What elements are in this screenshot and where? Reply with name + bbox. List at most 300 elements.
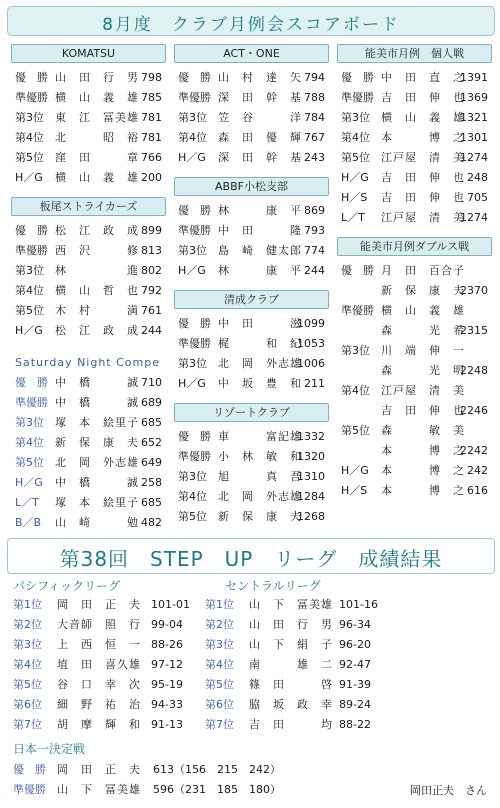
rank-label: H／G — [15, 324, 43, 337]
rank-label: H／G — [15, 476, 43, 489]
rank-label: 第4位 — [341, 131, 370, 144]
table-row — [13, 675, 223, 695]
player-name: 岡 田 正 夫 — [57, 598, 141, 611]
rank-label: 第3位 — [15, 111, 44, 124]
seisei-header: 清成クラブ — [174, 290, 329, 309]
player-name: 森 光 明 — [381, 364, 465, 377]
player-name: 新 保 康 夫 — [218, 510, 302, 523]
player-name: 谷 口 幸 次 — [57, 678, 141, 691]
table-row — [11, 393, 166, 413]
table-row — [337, 281, 492, 301]
player-name: 篠 田 啓 — [249, 678, 333, 691]
table-row — [11, 473, 166, 493]
score-value: 200 — [141, 171, 162, 184]
rank-label: H／S — [341, 484, 368, 497]
rank-label: 第3位 — [13, 638, 42, 651]
score-value: 793 — [304, 224, 325, 237]
score-value: 2242 — [460, 444, 488, 457]
rank-label: 第2位 — [13, 618, 42, 631]
table-row — [337, 461, 492, 481]
rank-label: 第1位 — [13, 598, 42, 611]
table-row — [205, 635, 415, 655]
score-value: 784 — [304, 111, 325, 124]
table-row — [337, 301, 492, 321]
player-name: 本 博 之 — [381, 484, 465, 497]
score-value: 710 — [141, 376, 162, 389]
score-value: 258 — [141, 476, 162, 489]
itabashi-header: 板尾ストライカーズ — [11, 197, 166, 216]
player-name: 山 村 達 矢 — [218, 71, 302, 84]
player-name: 笠 谷 洋 — [218, 111, 302, 124]
player-name: 横 山 義 雄 — [55, 171, 139, 184]
table-row — [174, 374, 329, 394]
table-row — [337, 168, 492, 188]
score-value: 2370 — [460, 284, 488, 297]
table-row — [11, 148, 166, 168]
rank-label: 第5位 — [178, 510, 207, 523]
score-value: 802 — [141, 264, 162, 277]
player-name: 胡 摩 輝 和 — [57, 718, 141, 731]
score-value: 1006 — [297, 357, 325, 370]
table-row — [337, 88, 492, 108]
table-row — [205, 595, 415, 615]
rank-label: H／G — [341, 464, 369, 477]
player-name: 中 田 直 之 — [381, 71, 465, 84]
player-name: 埴 田 喜久雄 — [57, 658, 141, 671]
rank-label: 準優勝 — [341, 91, 374, 104]
actone-header: ACT・ONE — [174, 44, 329, 63]
table-row — [174, 201, 329, 221]
player-name: 脇 坂 政 幸 — [249, 698, 333, 711]
table-row — [11, 373, 166, 393]
score-value: 616 — [467, 484, 488, 497]
rank-label: 準優勝 — [178, 91, 211, 104]
table-row — [11, 433, 166, 453]
rank-label: 第7位 — [13, 718, 42, 731]
player-name: 林 進 — [55, 264, 139, 277]
player-name: 中 橋 誠 — [55, 476, 139, 489]
score-value: 767 — [304, 131, 325, 144]
table-row — [337, 441, 492, 461]
rank-label: 第5位 — [341, 424, 370, 437]
table-row — [13, 695, 223, 715]
saturday-list — [11, 373, 166, 533]
score-value: 95-19 — [151, 678, 183, 691]
player-name: 中 田 滋 — [218, 317, 302, 330]
table-row — [11, 241, 166, 261]
player-name: 吉 田 伸 也 — [381, 91, 465, 104]
player-name: 北 岡 外志雄 — [218, 490, 302, 503]
table-row — [337, 421, 492, 441]
table-row — [205, 715, 415, 735]
player-name: 中 橋 誠 — [55, 396, 139, 409]
score-value: 649 — [141, 456, 162, 469]
player-name: 横 山 義 雄 — [55, 91, 139, 104]
score-value: 91-39 — [339, 678, 371, 691]
player-name: 山 下 冨美雄 — [249, 598, 333, 611]
title-banner — [7, 6, 495, 36]
table-row — [11, 88, 166, 108]
player-name: 山 田 行 男 — [249, 618, 333, 631]
player-name: 江戸屋 清 美 — [381, 151, 465, 164]
table-row — [11, 168, 166, 188]
score-value: 101-01 — [151, 598, 190, 611]
rank-label: 第4位 — [15, 436, 44, 449]
player-name: 島 崎 健太郎 — [218, 244, 302, 257]
score-value: 1321 — [460, 111, 488, 124]
rank-label: H／G — [15, 171, 43, 184]
rank-label: 第3位 — [15, 416, 44, 429]
table-row — [174, 314, 329, 334]
player-name: 林 康 平 — [218, 264, 302, 277]
player-name: 旭 真 吾 — [218, 470, 302, 483]
saturday-header: Saturday Night Compe — [15, 356, 160, 369]
player-name: 車 富記雄 — [218, 430, 302, 443]
table-row — [11, 301, 166, 321]
player-name: 東 江 冨美雄 — [55, 111, 139, 124]
column-middle — [174, 44, 329, 527]
score-value: 482 — [141, 516, 162, 529]
score-value: 1284 — [297, 490, 325, 503]
score-value: 101-16 — [339, 598, 378, 611]
table-row — [174, 334, 329, 354]
player-name: 森 田 優 輝 — [218, 131, 302, 144]
rank-label: 第3位 — [178, 470, 207, 483]
rank-label: 準優勝 — [15, 244, 48, 257]
score-value: 652 — [141, 436, 162, 449]
rank-label: 第6位 — [13, 698, 42, 711]
rank-label: 第3位 — [205, 638, 234, 651]
table-row — [11, 453, 166, 473]
score-value: 1274 — [460, 211, 488, 224]
table-row — [337, 321, 492, 341]
table-row — [174, 68, 329, 88]
column-right — [337, 44, 492, 501]
rank-label: 第4位 — [13, 658, 42, 671]
rank-label: H／S — [341, 191, 368, 204]
player-name: 森 敏 美 — [381, 424, 465, 437]
player-name: 川 端 伸 一 — [381, 344, 465, 357]
score-value: 2315 — [460, 324, 488, 337]
score-value: 705 — [467, 191, 488, 204]
rank-label: 優 勝 — [178, 430, 211, 443]
rank-label: 第3位 — [341, 111, 370, 124]
player-name: 南 雄 二 — [249, 658, 333, 671]
table-row — [174, 261, 329, 281]
score-value: 794 — [304, 71, 325, 84]
player-name: 窪 田 章 — [55, 151, 139, 164]
rank-label: 第7位 — [205, 718, 234, 731]
score-value: 613（156 215 242） — [153, 763, 281, 776]
nomi-double-list — [337, 261, 492, 501]
abbf-list — [174, 201, 329, 281]
rank-label: 第6位 — [205, 698, 234, 711]
rank-label: 第4位 — [341, 384, 370, 397]
rank-label: L／T — [15, 496, 39, 509]
table-row — [174, 241, 329, 261]
score-value: 596（231 185 180） — [153, 783, 281, 796]
player-name: 江戸屋 清 美 — [381, 211, 465, 224]
player-name: 上 西 恒 一 — [57, 638, 141, 651]
komatsu-header: KOMATSU — [11, 44, 166, 63]
player-name: 北 昭 裕 — [55, 131, 139, 144]
rank-label: 第5位 — [341, 151, 370, 164]
rank-label: 準優勝 — [15, 396, 48, 409]
score-value: 1369 — [460, 91, 488, 104]
player-name: 新 保 康 夫 — [381, 284, 465, 297]
player-name: 山 田 行 男 — [55, 71, 139, 84]
rank-label: L／T — [341, 211, 365, 224]
score-value: 899 — [141, 224, 162, 237]
score-value: 813 — [141, 244, 162, 257]
stepup-banner — [7, 538, 495, 574]
score-value: 766 — [141, 151, 162, 164]
player-name: 中 橋 誠 — [55, 376, 139, 389]
player-name: 吉 田 伸 也 — [381, 191, 465, 204]
player-name: 吉 田 均 — [249, 718, 333, 731]
table-row — [13, 780, 373, 800]
rank-label: B／B — [15, 516, 42, 529]
table-row — [174, 487, 329, 507]
score-value: 244 — [141, 324, 162, 337]
score-value: 785 — [141, 91, 162, 104]
rank-label: H／G — [178, 151, 206, 164]
credit: 岡田正夫 さん — [410, 784, 487, 797]
score-value: 92-47 — [339, 658, 371, 671]
table-row — [11, 281, 166, 301]
table-row — [13, 760, 373, 780]
score-value: 243 — [304, 151, 325, 164]
resort-list — [174, 427, 329, 527]
central-title: セントラルリーグ — [225, 579, 321, 593]
table-row — [11, 493, 166, 513]
rank-label: 第4位 — [15, 284, 44, 297]
rank-label: 準優勝 — [341, 304, 374, 317]
player-name: 松 江 政 成 — [55, 324, 139, 337]
table-row — [174, 354, 329, 374]
player-name: 吉 田 伸 也 — [381, 404, 465, 417]
player-name: 月 田 百合子 — [381, 264, 465, 277]
player-name: 横 山 哲 也 — [55, 284, 139, 297]
rank-label: 第5位 — [13, 678, 42, 691]
table-row — [174, 447, 329, 467]
player-name: 山 下 絹 子 — [249, 638, 333, 651]
rank-label: 第3位 — [178, 244, 207, 257]
final-title: 日本一決定戦 — [13, 742, 86, 756]
table-row — [13, 595, 223, 615]
rank-label: 第5位 — [15, 151, 44, 164]
rank-label: 準優勝 — [178, 224, 211, 237]
table-row — [337, 128, 492, 148]
player-name: 梶 和 紀 — [218, 337, 302, 350]
table-row — [205, 655, 415, 675]
table-row — [337, 68, 492, 88]
score-value: 774 — [304, 244, 325, 257]
player-name: 深 田 幹 基 — [218, 91, 302, 104]
player-name: 本 博 之 — [381, 444, 465, 457]
player-name: 木 村 満 — [55, 304, 139, 317]
score-value: 91-13 — [151, 718, 183, 731]
table-row — [205, 695, 415, 715]
rank-label: 準優勝 — [15, 91, 48, 104]
rank-label: 第4位 — [178, 131, 207, 144]
player-name: 森 光 希 — [381, 324, 465, 337]
table-row — [337, 481, 492, 501]
rank-label: 準優勝 — [178, 337, 211, 350]
rank-label: 第4位 — [178, 490, 207, 503]
player-name: 塚 本 絵里子 — [55, 416, 139, 429]
resort-header: リゾートクラブ — [174, 403, 329, 422]
player-name: 新 保 康 夫 — [55, 436, 139, 449]
player-name: 横 山 義 雄 — [381, 304, 465, 317]
table-row — [337, 361, 492, 381]
score-value: 1053 — [297, 337, 325, 350]
nomi-double-header: 能美市月例ダブルス戦 — [337, 237, 492, 256]
table-row — [11, 261, 166, 281]
score-value: 2248 — [460, 364, 488, 377]
rank-label: 第5位 — [205, 678, 234, 691]
player-name: 深 田 幹 基 — [218, 151, 302, 164]
player-name: 西 沢 修 — [55, 244, 139, 257]
column-left — [11, 44, 166, 533]
score-value: 761 — [141, 304, 162, 317]
table-row — [337, 208, 492, 228]
score-value: 781 — [141, 111, 162, 124]
score-value: 242 — [467, 464, 488, 477]
score-value: 1274 — [460, 151, 488, 164]
score-value: 88-26 — [151, 638, 183, 651]
player-name: 北 岡 外志雄 — [218, 357, 302, 370]
table-row — [174, 148, 329, 168]
table-row — [13, 615, 223, 635]
table-row — [11, 321, 166, 341]
rank-label: 第1位 — [205, 598, 234, 611]
table-row — [174, 88, 329, 108]
itabashi-list — [11, 221, 166, 341]
rank-label: 優 勝 — [15, 224, 48, 237]
table-row — [13, 715, 223, 735]
player-name: 北 岡 外志雄 — [55, 456, 139, 469]
score-value: 1268 — [297, 510, 325, 523]
rank-label: 第3位 — [178, 111, 207, 124]
player-name: 中 坂 豊 和 — [218, 377, 302, 390]
stepup-title: 第38回 STEP UP リーグ 成績結果 — [59, 547, 443, 571]
nomi-single-header: 能美市月例 個人戦 — [337, 44, 492, 63]
score-value: 248 — [467, 171, 488, 184]
score-value: 1332 — [297, 430, 325, 443]
table-row — [337, 108, 492, 128]
score-value: 99-04 — [151, 618, 183, 631]
player-name: 小 林 敏 和 — [218, 450, 302, 463]
player-name: 中 田 隆 — [218, 224, 302, 237]
player-name: 吉 田 伸 也 — [381, 171, 465, 184]
rank-label: H／G — [178, 264, 206, 277]
player-name: 本 博 之 — [381, 464, 465, 477]
actone-list — [174, 68, 329, 168]
rank-label: 優 勝 — [15, 376, 48, 389]
score-value: 685 — [141, 496, 162, 509]
table-row — [337, 261, 492, 281]
rank-label: 準優勝 — [178, 450, 211, 463]
score-value: 97-12 — [151, 658, 183, 671]
score-value: 798 — [141, 71, 162, 84]
table-row — [11, 513, 166, 533]
rank-label: 第4位 — [205, 658, 234, 671]
score-value: 781 — [141, 131, 162, 144]
table-row — [337, 188, 492, 208]
table-row — [11, 68, 166, 88]
rank-label: 第5位 — [15, 456, 44, 469]
table-row — [11, 413, 166, 433]
rank-label: 準優勝 — [13, 783, 46, 796]
table-row — [11, 221, 166, 241]
table-row — [174, 108, 329, 128]
score-value: 96-34 — [339, 618, 371, 631]
nomi-single-list — [337, 68, 492, 228]
rank-label: 第4位 — [15, 131, 44, 144]
player-name: 塚 本 絵里子 — [55, 496, 139, 509]
rank-label: 優 勝 — [178, 204, 211, 217]
score-value: 788 — [304, 91, 325, 104]
rank-label: 優 勝 — [178, 317, 211, 330]
seisei-list — [174, 314, 329, 394]
score-value: 1320 — [297, 450, 325, 463]
score-value: 689 — [141, 396, 162, 409]
score-value: 96-20 — [339, 638, 371, 651]
pacific-title: パシフィックリーグ — [13, 579, 121, 593]
score-value: 1301 — [460, 131, 488, 144]
score-value: 244 — [304, 264, 325, 277]
rank-label: 優 勝 — [15, 71, 48, 84]
table-row — [205, 615, 415, 635]
score-value: 869 — [304, 204, 325, 217]
table-row — [174, 507, 329, 527]
player-name: 山 下 冨美雄 — [57, 783, 141, 796]
player-name: 林 康 平 — [218, 204, 302, 217]
score-value: 94-33 — [151, 698, 183, 711]
player-name: 大音師 照 行 — [57, 618, 141, 631]
table-row — [337, 381, 492, 401]
rank-label: H／G — [178, 377, 206, 390]
score-value: 88-22 — [339, 718, 371, 731]
score-value: 1310 — [297, 470, 325, 483]
table-row — [337, 148, 492, 168]
table-row — [205, 675, 415, 695]
rank-label: 優 勝 — [13, 763, 46, 776]
abbf-header: ABBF小松支部 — [174, 177, 329, 196]
player-name: 細 野 祐 治 — [57, 698, 141, 711]
player-name: 岡 田 正 夫 — [57, 763, 141, 776]
rank-label: 第3位 — [15, 264, 44, 277]
page-title: 8月度 クラブ月例会スコアボード — [102, 15, 400, 35]
table-row — [337, 401, 492, 421]
player-name: 松 江 政 成 — [55, 224, 139, 237]
table-row — [174, 427, 329, 447]
table-row — [13, 635, 223, 655]
rank-label: 第5位 — [15, 304, 44, 317]
score-value: 211 — [304, 377, 325, 390]
score-value: 1099 — [297, 317, 325, 330]
score-value: 89-24 — [339, 698, 371, 711]
rank-label: 優 勝 — [341, 264, 374, 277]
score-value: 685 — [141, 416, 162, 429]
komatsu-list — [11, 68, 166, 188]
table-row — [11, 128, 166, 148]
player-name: 江戸屋 清 美 — [381, 384, 465, 397]
score-value: 792 — [141, 284, 162, 297]
player-name: 本 博 之 — [381, 131, 465, 144]
rank-label: 優 勝 — [341, 71, 374, 84]
